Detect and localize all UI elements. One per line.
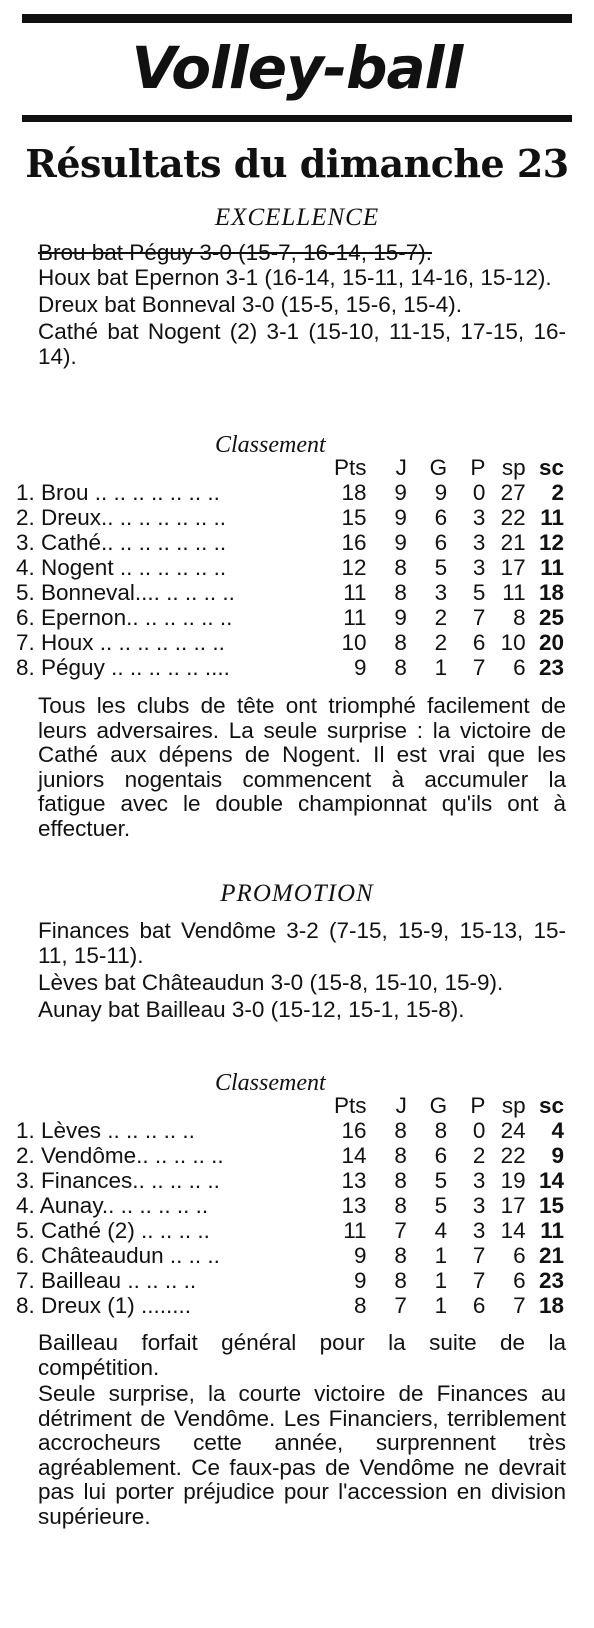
stat-cell: 27 bbox=[500, 480, 526, 505]
promotion-classement-label: Classement bbox=[215, 1070, 326, 1096]
stat-cell: 12 bbox=[341, 555, 367, 580]
stat-cell: 9 bbox=[434, 480, 448, 505]
stat-cell: 2 bbox=[434, 630, 448, 655]
stat-cell: 8 bbox=[354, 1293, 367, 1318]
column-header: P bbox=[470, 1093, 486, 1118]
stat-cell: 6 bbox=[472, 1293, 486, 1318]
column-header: J bbox=[395, 1093, 407, 1118]
table-row bbox=[16, 555, 564, 580]
stat-cell: 9 bbox=[354, 1268, 367, 1293]
stat-cell: 23 bbox=[538, 1268, 564, 1293]
stat-cell: 8 bbox=[394, 1243, 407, 1268]
team-cell: 6. Châteaudun .. .. .. bbox=[16, 1243, 220, 1268]
table-row bbox=[16, 1268, 564, 1293]
stat-cell: 1 bbox=[434, 1243, 448, 1268]
stat-cell: 11 bbox=[540, 555, 564, 580]
promotion-standings-table bbox=[16, 1093, 564, 1318]
table-row bbox=[16, 1293, 564, 1318]
table-row bbox=[16, 630, 564, 655]
team-cell: 5. Bonneval.... .. .. .. .. bbox=[16, 580, 235, 605]
team-cell: 2. Vendôme.. .. .. .. .. bbox=[16, 1143, 224, 1168]
promotion-comment bbox=[16, 1382, 566, 1529]
stat-cell: 6 bbox=[434, 530, 448, 555]
team-cell: 1. Lèves .. .. .. .. .. bbox=[16, 1118, 195, 1143]
stat-cell: 0 bbox=[472, 480, 486, 505]
stat-cell: 8 bbox=[394, 1143, 407, 1168]
result-item: Lèves bat Châteaudun 3-0 (15-8, 15-10, 15-9). bbox=[38, 970, 504, 995]
column-header: G bbox=[429, 455, 448, 480]
stat-cell: 1 bbox=[434, 655, 448, 680]
stat-cell: 3 bbox=[472, 555, 486, 580]
forfait-note bbox=[16, 1330, 566, 1380]
result-item: Brou bat Péguy 3-0 (15-7, 16-14, 15-7). bbox=[38, 240, 432, 265]
stat-cell: 12 bbox=[538, 530, 564, 555]
stat-cell: 13 bbox=[341, 1193, 367, 1218]
team-cell: 2. Dreux.. .. .. .. .. .. .. bbox=[16, 505, 227, 530]
stat-cell: 3 bbox=[472, 530, 486, 555]
stat-cell: 11 bbox=[540, 505, 564, 530]
stat-cell: 5 bbox=[472, 580, 486, 605]
stat-cell: 9 bbox=[354, 1243, 367, 1268]
stat-cell: 7 bbox=[394, 1218, 407, 1243]
stat-cell: 9 bbox=[394, 530, 407, 555]
table-header-row bbox=[16, 1093, 564, 1118]
stat-cell: 8 bbox=[394, 1268, 407, 1293]
team-cell: 3. Finances.. .. .. .. .. bbox=[16, 1168, 220, 1193]
stat-cell: 6 bbox=[513, 1268, 526, 1293]
table-row bbox=[16, 1243, 564, 1268]
stat-cell: 8 bbox=[513, 605, 526, 630]
column-header: Pts bbox=[334, 1093, 367, 1118]
stat-cell: 25 bbox=[538, 605, 564, 630]
stat-cell: 22 bbox=[500, 1143, 526, 1168]
stat-cell: 10 bbox=[341, 630, 367, 655]
table-row bbox=[16, 655, 564, 680]
stat-cell: 9 bbox=[394, 605, 407, 630]
table-row bbox=[16, 1218, 564, 1243]
excellence-comment bbox=[16, 694, 566, 841]
table-header-row bbox=[16, 455, 564, 480]
result-item: Dreux bat Bonneval 3-0 (15-5, 15-6, 15-4). bbox=[38, 292, 462, 317]
stat-cell: 1 bbox=[434, 1268, 448, 1293]
stat-cell: 1 bbox=[434, 1293, 448, 1318]
result-item: Houx bat Epernon 3-1 (16-14, 15-11, 14-16, 15-12). bbox=[38, 265, 552, 290]
stat-cell: 6 bbox=[472, 630, 486, 655]
team-cell: 8. Péguy .. .. .. .. .. .... bbox=[16, 655, 230, 680]
stat-cell: 19 bbox=[500, 1168, 526, 1193]
comment-text: Tous les clubs de tête ont triomphé facilement de leurs adversaires. La seule surprise : la victoire de Cathé aux dépens de Nogent. Il est vrai que les juniors nogentais commencent à accumuler la fatigue avec le double championnat qu'ils ont à effectuer. bbox=[38, 693, 566, 841]
stat-cell: 0 bbox=[472, 1118, 486, 1143]
stat-cell: 6 bbox=[434, 1143, 448, 1168]
table-row bbox=[16, 505, 564, 530]
stat-cell: 7 bbox=[394, 1293, 407, 1318]
stat-cell: 6 bbox=[513, 1243, 526, 1268]
team-cell: 8. Dreux (1) ........ bbox=[16, 1293, 192, 1318]
stat-cell: 8 bbox=[394, 655, 407, 680]
stat-cell: 11 bbox=[343, 580, 367, 605]
column-header: Pts bbox=[334, 455, 367, 480]
stat-cell: 23 bbox=[538, 655, 564, 680]
title-rule bbox=[22, 115, 572, 122]
stat-cell: 11 bbox=[502, 580, 526, 605]
stat-cell: 21 bbox=[500, 530, 526, 555]
page-subtitle: Résultats du dimanche 23 bbox=[25, 141, 569, 186]
stat-cell: 14 bbox=[538, 1168, 564, 1193]
stat-cell: 16 bbox=[341, 530, 367, 555]
table-row bbox=[16, 1193, 564, 1218]
stat-cell: 22 bbox=[500, 505, 526, 530]
stat-cell: 9 bbox=[394, 480, 407, 505]
stat-cell: 8 bbox=[394, 555, 407, 580]
column-header: sc bbox=[538, 1093, 564, 1118]
result-item: Finances bat Vendôme 3-2 (7-15, 15-9, 15-13, 15-11, 15-11). bbox=[38, 918, 566, 968]
stat-cell: 21 bbox=[538, 1243, 564, 1268]
stat-cell: 7 bbox=[472, 1243, 486, 1268]
stat-cell: 11 bbox=[540, 1218, 564, 1243]
stat-cell: 20 bbox=[538, 630, 564, 655]
column-header: sp bbox=[501, 455, 526, 480]
stat-cell: 7 bbox=[472, 1268, 486, 1293]
column-header: sc bbox=[538, 455, 564, 480]
stat-cell: 9 bbox=[354, 655, 367, 680]
stat-cell: 9 bbox=[394, 505, 407, 530]
table-row bbox=[16, 605, 564, 630]
stat-cell: 8 bbox=[394, 630, 407, 655]
team-cell: 6. Epernon.. .. .. .. .. .. bbox=[16, 605, 233, 630]
team-cell: 7. Bailleau .. .. .. .. bbox=[16, 1268, 197, 1293]
stat-cell: 8 bbox=[434, 1118, 448, 1143]
result-item: Cathé bat Nogent (2) 3-1 (15-10, 11-15, 17-15, 16-14). bbox=[38, 319, 566, 369]
table-row bbox=[16, 480, 564, 505]
stat-cell: 5 bbox=[434, 1193, 448, 1218]
column-header: J bbox=[395, 455, 407, 480]
stat-cell: 15 bbox=[341, 505, 367, 530]
promotion-results bbox=[16, 918, 566, 1022]
stat-cell: 8 bbox=[394, 1193, 407, 1218]
stat-cell: 11 bbox=[343, 605, 367, 630]
stat-cell: 7 bbox=[472, 655, 486, 680]
stat-cell: 3 bbox=[472, 1168, 486, 1193]
stat-cell: 24 bbox=[500, 1118, 526, 1143]
column-header: P bbox=[470, 455, 486, 480]
stat-cell: 13 bbox=[341, 1168, 367, 1193]
stat-cell: 11 bbox=[343, 1218, 367, 1243]
stat-cell: 3 bbox=[472, 505, 486, 530]
stat-cell: 18 bbox=[538, 1293, 564, 1318]
stat-cell: 8 bbox=[394, 1168, 407, 1193]
comment-text: Seule surprise, la courte victoire de Finances au détriment de Vendôme. Les Financiers, terriblement accrocheurs cette année, surprennent très agréablement. Ce faux-pas de Vendôme ne devrait pas lui porter préjudice pour l'accession en division supérieure. bbox=[38, 1381, 566, 1529]
stat-cell: 7 bbox=[513, 1293, 526, 1318]
column-header: G bbox=[429, 1093, 448, 1118]
table-row bbox=[16, 1143, 564, 1168]
stat-cell: 2 bbox=[551, 480, 564, 505]
stat-cell: 6 bbox=[434, 505, 448, 530]
stat-cell: 14 bbox=[341, 1143, 367, 1168]
stat-cell: 14 bbox=[500, 1218, 526, 1243]
stat-cell: 15 bbox=[538, 1193, 564, 1218]
team-cell: 3. Cathé.. .. .. .. .. .. .. bbox=[16, 530, 227, 555]
excellence-heading: EXCELLENCE bbox=[214, 204, 380, 231]
stat-cell: 8 bbox=[394, 1118, 407, 1143]
team-cell: 4. Aunay.. .. .. .. .. .. bbox=[16, 1193, 209, 1218]
stat-cell: 5 bbox=[434, 555, 448, 580]
stat-cell: 2 bbox=[472, 1143, 486, 1168]
page-title: Volley-ball bbox=[131, 34, 463, 102]
table-row bbox=[16, 530, 564, 555]
stat-cell: 3 bbox=[472, 1193, 486, 1218]
team-cell: 7. Houx .. .. .. .. .. .. .. bbox=[16, 630, 225, 655]
team-cell: 1. Brou .. .. .. .. .. .. .. bbox=[16, 480, 220, 505]
stat-cell: 17 bbox=[500, 555, 526, 580]
excellence-results bbox=[16, 240, 566, 369]
team-cell: 4. Nogent .. .. .. .. .. .. bbox=[16, 555, 227, 580]
forfait-text: Bailleau forfait général pour la suite de la compétition. bbox=[38, 1330, 566, 1380]
promotion-heading: PROMOTION bbox=[220, 880, 374, 907]
stat-cell: 10 bbox=[500, 630, 526, 655]
stat-cell: 4 bbox=[551, 1118, 564, 1143]
stat-cell: 2 bbox=[434, 605, 448, 630]
stat-cell: 6 bbox=[513, 655, 526, 680]
stat-cell: 16 bbox=[341, 1118, 367, 1143]
top-rule bbox=[22, 14, 572, 23]
stat-cell: 3 bbox=[472, 1218, 486, 1243]
stat-cell: 4 bbox=[434, 1218, 448, 1243]
table-row bbox=[16, 1168, 564, 1193]
stat-cell: 8 bbox=[394, 580, 407, 605]
table-row bbox=[16, 1118, 564, 1143]
column-header: sp bbox=[501, 1093, 526, 1118]
stat-cell: 5 bbox=[434, 1168, 448, 1193]
excellence-classement-label: Classement bbox=[215, 432, 326, 458]
stat-cell: 3 bbox=[434, 580, 448, 605]
table-row bbox=[16, 580, 564, 605]
result-item: Aunay bat Bailleau 3-0 (15-12, 15-1, 15-8). bbox=[38, 997, 465, 1022]
stat-cell: 7 bbox=[472, 605, 486, 630]
team-cell: 5. Cathé (2) .. .. .. .. bbox=[16, 1218, 210, 1243]
stat-cell: 18 bbox=[538, 580, 564, 605]
stat-cell: 18 bbox=[341, 480, 367, 505]
stat-cell: 17 bbox=[500, 1193, 526, 1218]
stat-cell: 9 bbox=[551, 1143, 564, 1168]
excellence-standings-table bbox=[16, 455, 564, 680]
